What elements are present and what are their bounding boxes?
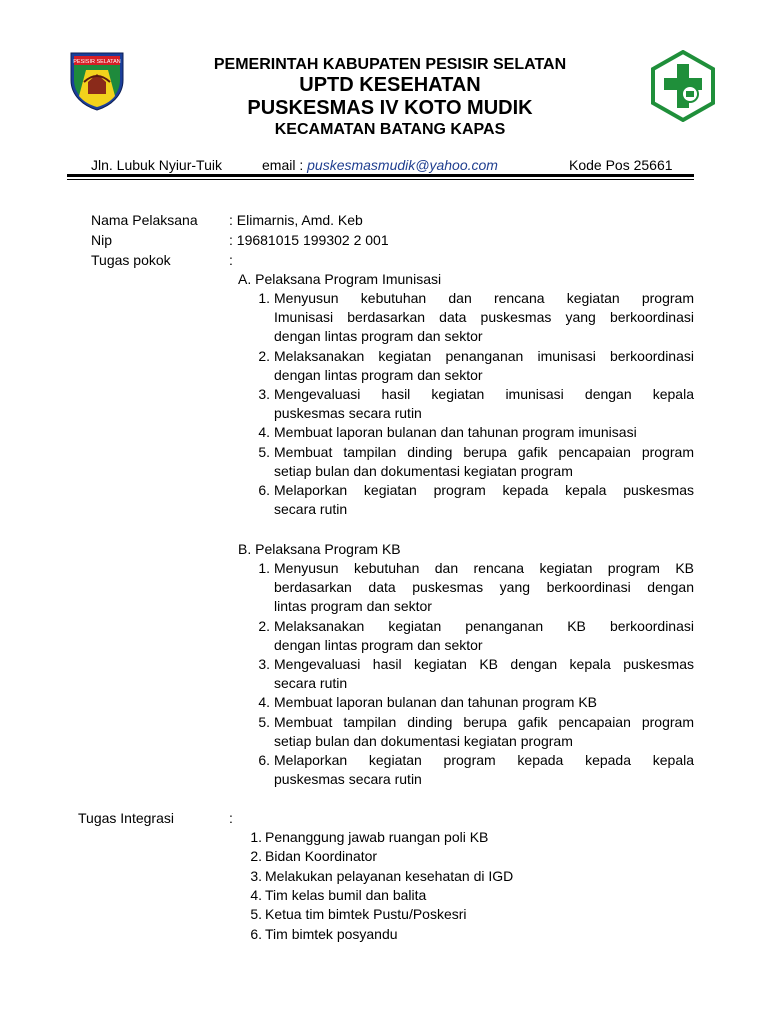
- address-postal-code: Kode Pos 25661: [569, 157, 673, 173]
- letterhead-rule-thick: [67, 174, 694, 177]
- list-item-line: Melaporkan kegiatan program kepada kepada kepala: [274, 752, 694, 768]
- list-item-line: Membuat tampilan dinding berupa gafik pencapaian program: [274, 713, 694, 730]
- list-item-line: setiap bulan dan dokumentasi kegiatan program: [274, 462, 573, 479]
- integration-item-number: 3.: [250, 867, 262, 884]
- list-item-line: Menyusun kebutuhan dan rencana kegiatan program: [274, 290, 694, 306]
- list-item-line: secara rutin: [274, 675, 348, 692]
- list-item-line: dengan lintas program dan sektor: [274, 366, 483, 383]
- regency-emblem-logo: [68, 50, 126, 112]
- list-item: [274, 443, 694, 481]
- integration-item: Penanggung jawab ruangan poli KB: [265, 829, 489, 845]
- list-item-number: 4.: [258, 424, 270, 441]
- list-item-number: 6.: [258, 752, 270, 768]
- list-item-number: 3.: [258, 656, 270, 672]
- puskesmas-logo: [650, 50, 716, 122]
- emblem-caption: PESISIR SELATAN: [73, 59, 121, 65]
- list-item-line: Imunisasi berdasarkan data puskesmas yang berkoordinasi: [274, 309, 694, 326]
- list-item: [274, 289, 694, 347]
- address-email: [262, 157, 498, 173]
- list-item: [274, 751, 694, 789]
- integration-item: Tim bimtek posyandu: [265, 925, 398, 942]
- list-item-line: secara rutin: [274, 501, 348, 518]
- integration-item: Bidan Koordinator: [265, 848, 378, 865]
- list-item: [274, 693, 694, 712]
- name-value: : Elimarnis, Amd. Keb: [229, 212, 363, 228]
- letterhead-district: KECAMATAN BATANG KAPAS: [274, 121, 506, 138]
- integration-item: Ketua tim bimtek Pustu/Poskesri: [265, 906, 467, 923]
- integration-item: Tim kelas bumil dan balita: [265, 886, 427, 903]
- list-item-number: 3.: [258, 386, 270, 402]
- section-b-title: B. Pelaksana Program KB: [238, 541, 401, 557]
- list-item-line: Membuat laporan bulanan dan tahunan program imunisasi: [274, 424, 637, 441]
- integration-item-number: 6.: [250, 925, 262, 942]
- list-item-number: 5.: [258, 713, 270, 730]
- list-item: [274, 385, 694, 423]
- nip-label: Nip: [91, 232, 113, 248]
- name-label: Nama Pelaksana: [91, 212, 198, 228]
- duty-label: Tugas pokok: [91, 252, 171, 268]
- list-item: [274, 655, 694, 693]
- list-item: [274, 617, 694, 655]
- integration-colon: :: [229, 810, 233, 826]
- list-item-line: puskesmas secara rutin: [274, 771, 422, 788]
- integration-item-number: 1.: [250, 829, 262, 845]
- list-item-line: dengan lintas program dan sektor: [274, 636, 483, 653]
- list-item: [274, 347, 694, 385]
- list-item-number: 1.: [258, 560, 270, 576]
- list-item-line: Membuat laporan bulanan dan tahunan program KB: [274, 694, 597, 711]
- integration-item-number: 2.: [250, 848, 262, 865]
- email-address: puskesmasmudik@yahoo.com: [307, 157, 498, 173]
- list-item-number: 1.: [258, 290, 270, 306]
- integration-item-number: 5.: [250, 906, 262, 923]
- list-item-line: setiap bulan dan dokumentasi kegiatan program: [274, 732, 573, 749]
- section-a-title: A. Pelaksana Program Imunisasi: [238, 271, 442, 287]
- list-item: [274, 559, 694, 617]
- list-item-line: dengan lintas program dan sektor: [274, 328, 483, 345]
- list-item: [274, 423, 694, 442]
- list-item-line: Mengevaluasi hasil kegiatan KB dengan kepala puskesmas: [274, 656, 694, 672]
- list-item: [274, 713, 694, 751]
- list-item-number: 4.: [258, 694, 270, 711]
- list-item-number: 2.: [258, 617, 270, 634]
- address-street: Jln. Lubuk Nyiur-Tuik: [91, 157, 222, 173]
- list-item-line: lintas program dan sektor: [274, 598, 432, 615]
- list-item-line: berdasarkan data puskesmas yang berkoordinasi dengan: [274, 579, 694, 596]
- list-item-line: Menyusun kebutuhan dan rencana kegiatan program KB: [274, 560, 694, 576]
- letterhead-government: PEMERINTAH KABUPATEN PESISIR SELATAN: [213, 56, 567, 73]
- integration-item: Melakukan pelayanan kesehatan di IGD: [265, 867, 514, 884]
- list-item-line: Melaporkan kegiatan program kepada kepala puskesmas: [274, 482, 694, 498]
- list-item-line: Melaksanakan kegiatan penanganan KB berkoordinasi: [274, 617, 694, 634]
- list-item: [274, 481, 694, 519]
- integration-item-number: 4.: [250, 886, 262, 903]
- list-item-number: 6.: [258, 482, 270, 498]
- email-label: email :: [262, 157, 308, 173]
- letterhead-rule-thin: [67, 179, 694, 180]
- list-item-line: puskesmas secara rutin: [274, 405, 422, 422]
- list-item-line: Melaksanakan kegiatan penanganan imunisasi berkoordinasi: [274, 347, 694, 364]
- duty-colon: :: [229, 252, 233, 268]
- list-item-line: Mengevaluasi hasil kegiatan imunisasi dengan kepala: [274, 386, 694, 402]
- integration-label: Tugas Integrasi: [78, 810, 174, 826]
- list-item-number: 5.: [258, 443, 270, 460]
- list-item-line: Membuat tampilan dinding berupa gafik pencapaian program: [274, 443, 694, 460]
- nip-value: : 19681015 199302 2 001: [229, 232, 389, 248]
- letterhead-unit: UPTD KESEHATAN: [299, 74, 481, 96]
- list-item-number: 2.: [258, 347, 270, 364]
- letterhead-puskesmas: PUSKESMAS IV KOTO MUDIK: [247, 97, 533, 119]
